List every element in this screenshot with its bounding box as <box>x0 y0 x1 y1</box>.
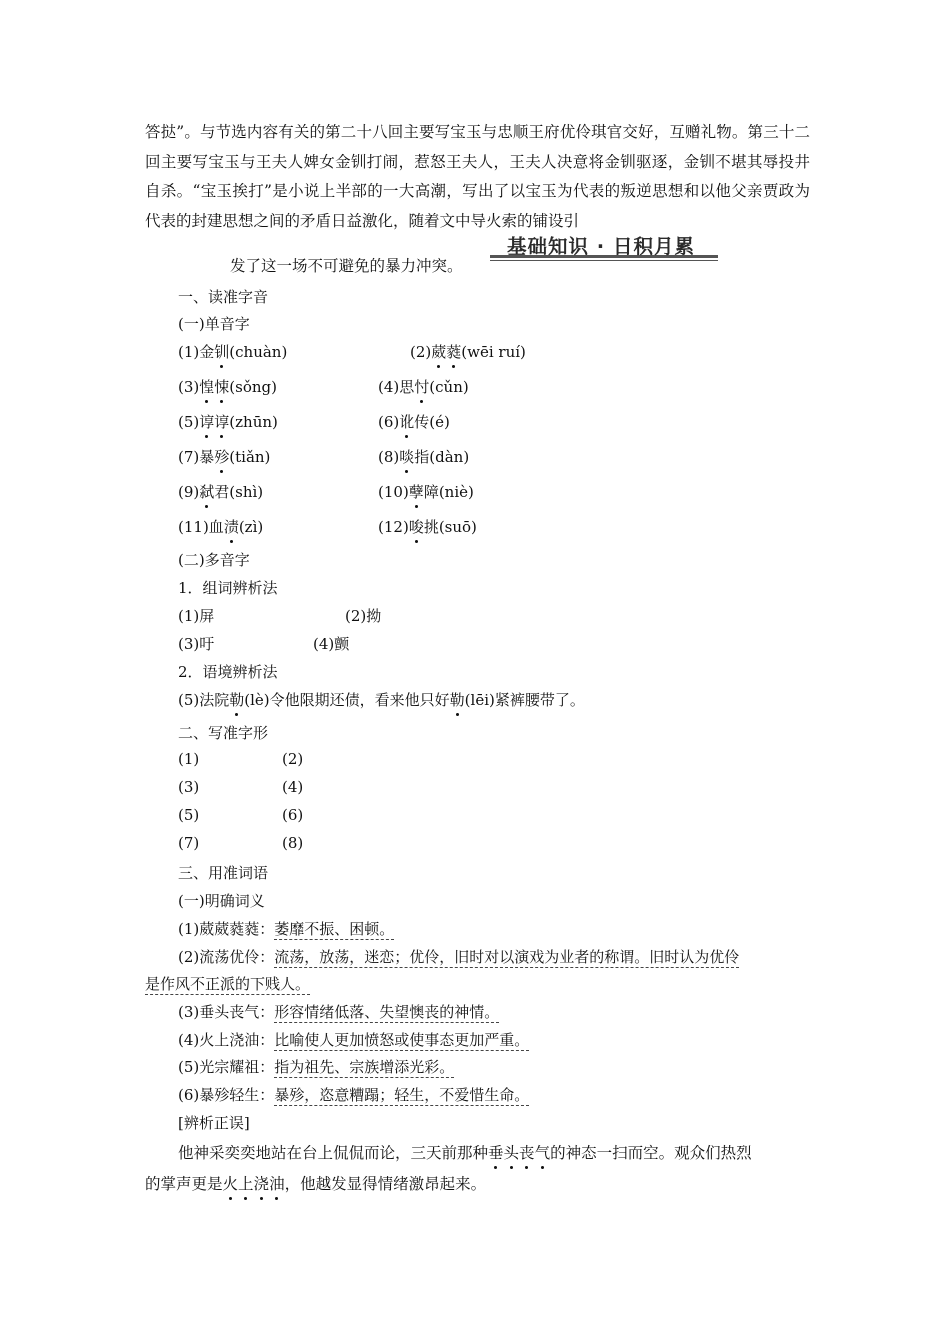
glyph-item-6: (6) <box>282 806 304 824</box>
pinyin-item <box>378 481 474 502</box>
def-row-2 <box>178 946 739 967</box>
pinyin-item-suffix: (zì) <box>238 518 264 536</box>
m1-item-4: (4)颤 <box>313 635 350 653</box>
def-term: (1)葳葳蕤蕤： <box>178 920 275 938</box>
pinyin-item-dotted: 谆谆 <box>199 413 230 431</box>
glyph-item-2: (2) <box>282 750 304 768</box>
pinyin-item <box>378 516 477 537</box>
pinyin-item-dotted: 钏 <box>214 343 230 361</box>
def-text: 暴殄，恣意糟蹋；轻生，不爱惜生命。 <box>274 1086 530 1104</box>
def-term: (2)流荡优伶： <box>178 948 275 966</box>
banner-title: 基础知识 · 日积月累 <box>490 233 712 263</box>
section3-sub1: (一)明确词义 <box>178 892 265 910</box>
section-banner <box>490 233 720 267</box>
correction-part: 他神采奕奕地站在台上侃侃而论，三天前那种 <box>178 1144 489 1162</box>
pinyin-item-suffix: 挑(suō) <box>423 518 477 536</box>
pinyin-item-number: (12) <box>378 518 409 536</box>
section2-heading: 二、写准字形 <box>178 724 269 742</box>
pinyin-item-dotted: 忖 <box>414 378 430 396</box>
method2-heading: 2．语境辨析法 <box>178 663 278 681</box>
def-row-6 <box>178 1084 529 1105</box>
pinyin-item-suffix: 指(dàn) <box>414 448 470 466</box>
pinyin-item-number: (1) <box>178 343 200 361</box>
m1-item-1: (1)屏 <box>178 607 215 625</box>
m2-dotted-1: 勒 <box>229 691 245 709</box>
pinyin-item <box>178 341 287 362</box>
correction-label: [辨析正误] <box>178 1114 250 1132</box>
pinyin-item-dotted: 惶悚 <box>199 378 230 396</box>
pinyin-item-number: (7) <box>178 448 200 466</box>
pinyin-item-suffix: 传(é) <box>414 413 450 431</box>
pinyin-item-number: (3) <box>178 378 200 396</box>
pinyin-item-number: (11) <box>178 518 209 536</box>
pinyin-item-suffix: 君(shì) <box>214 483 264 501</box>
correction-part: 的掌声更是 <box>145 1175 223 1193</box>
pinyin-item-dotted: 孽 <box>408 483 424 501</box>
m1-item-3: (3)吁 <box>178 635 215 653</box>
def-term: (6)暴殄轻生： <box>178 1086 275 1104</box>
pinyin-item-dotted: 弑 <box>199 483 215 501</box>
intro-last-line: 发了这一场不可避免的暴力冲突。 <box>230 257 463 275</box>
glyph-item-1: (1) <box>178 750 200 768</box>
def-row-4 <box>178 1029 529 1050</box>
pinyin-item-dotted: 啖 <box>399 448 415 466</box>
pinyin-item-suffix: (tiǎn) <box>229 448 271 466</box>
correction-line-2 <box>145 1172 486 1194</box>
def-text: 萎靡不振、困顿。 <box>274 920 395 938</box>
m2-part-c: (lè)令他限期还债，看来他只好 <box>244 691 450 709</box>
section3-heading: 三、用准词语 <box>178 864 269 882</box>
pinyin-item-suffix: (chuàn) <box>229 343 288 361</box>
pinyin-item <box>178 411 278 432</box>
glyph-item-8: (8) <box>282 834 304 852</box>
pinyin-item <box>378 446 469 467</box>
section1-sub2: (二)多音字 <box>178 551 250 569</box>
pinyin-item-number: (8) <box>378 448 400 466</box>
glyph-item-7: (7) <box>178 834 200 852</box>
m2-part-e: (lēi)紧裤腰带了。 <box>464 691 585 709</box>
pinyin-item <box>410 341 526 362</box>
glyph-item-5: (5) <box>178 806 200 824</box>
correction-part: 的神态一扫而空。观众们热烈 <box>550 1144 752 1162</box>
pinyin-item-suffix: 障(niè) <box>423 483 474 501</box>
def-row-1 <box>178 918 394 939</box>
pinyin-item-dotted: 讹 <box>399 413 415 431</box>
pinyin-item-suffix: (wēi ruí) <box>461 343 526 361</box>
pinyin-item-suffix: (zhūn) <box>229 413 278 431</box>
pinyin-item-dotted: 殄 <box>214 448 230 466</box>
def-row-3 <box>178 1001 499 1022</box>
pinyin-item-suffix: (sǒng) <box>229 378 277 396</box>
pinyin-item-suffix: (cǔn) <box>429 378 469 396</box>
def-text-cont: 是作风不正派的下贱人。 <box>145 975 311 993</box>
pinyin-item <box>178 446 270 467</box>
intro-paragraph: 答挞”。与节选内容有关的第二十八回主要写宝玉与忠顺王府优伶琪官交好，互赠礼物。第三十二回主要写宝玉与王夫人婢女金钏打闹，惹怒王夫人，王夫人决意将金钏驱逐，金钏不堪其辱投井自杀。“宝玉挨打”是小说上半部的一大高潮，写出了以宝玉为代表的叛逆思想和以他父亲贾政为代表的封建思想之间的矛盾日益激化，随着文中导火索的铺设引 <box>145 123 810 230</box>
pinyin-item-prefix: 血 <box>208 518 224 536</box>
correction-dotted-2: 火上浇油 <box>223 1175 285 1193</box>
correction-dotted-1: 垂头丧气 <box>488 1144 550 1162</box>
pinyin-item-prefix: 思 <box>399 378 415 396</box>
correction-part: ，他越发显得情绪激昂起来。 <box>284 1175 487 1193</box>
pinyin-item <box>378 376 469 397</box>
pinyin-item-number: (10) <box>378 483 409 501</box>
pinyin-item <box>378 411 450 432</box>
pinyin-item-number: (5) <box>178 413 200 431</box>
def-term: (3)垂头丧气： <box>178 1003 275 1021</box>
pinyin-item-dotted: 唆 <box>408 518 424 536</box>
correction-line-1 <box>178 1141 752 1163</box>
pinyin-item-dotted: 葳蕤 <box>431 343 462 361</box>
glyph-item-4: (4) <box>282 778 304 796</box>
section1-sub1: (一)单音字 <box>178 315 250 333</box>
def-text: 流荡，放荡，迷恋；优伶，旧时对以演戏为业者的称谓。旧时认为优伶 <box>274 948 740 966</box>
pinyin-item-prefix: 金 <box>199 343 215 361</box>
pinyin-item <box>178 516 263 537</box>
def-term: (4)火上浇油： <box>178 1031 275 1049</box>
pinyin-item-number: (2) <box>410 343 432 361</box>
section1-heading: 一、读准字音 <box>178 288 269 306</box>
def-text: 比喻使人更加愤怒或使事态更加严重。 <box>274 1031 530 1049</box>
pinyin-item-number: (6) <box>378 413 400 431</box>
def-text: 指为祖先、宗族增添光彩。 <box>274 1058 455 1076</box>
pinyin-item <box>178 481 263 502</box>
m2-sentence <box>178 689 585 710</box>
pinyin-item-number: (4) <box>378 378 400 396</box>
method1-heading: 1．组词辨析法 <box>178 579 278 597</box>
def-text: 形容情绪低落、失望懊丧的神情。 <box>274 1003 500 1021</box>
glyph-item-3: (3) <box>178 778 200 796</box>
def-row-2-cont <box>145 973 310 994</box>
pinyin-item-dotted: 渍 <box>223 518 239 536</box>
m2-dotted-2: 勒 <box>449 691 465 709</box>
pinyin-item-number: (9) <box>178 483 200 501</box>
m2-part-a: (5)法院 <box>178 691 230 709</box>
pinyin-item <box>178 376 277 397</box>
m1-item-2: (2)拗 <box>345 607 382 625</box>
def-row-5 <box>178 1056 454 1077</box>
pinyin-item-prefix: 暴 <box>199 448 215 466</box>
def-term: (5)光宗耀祖： <box>178 1058 275 1076</box>
